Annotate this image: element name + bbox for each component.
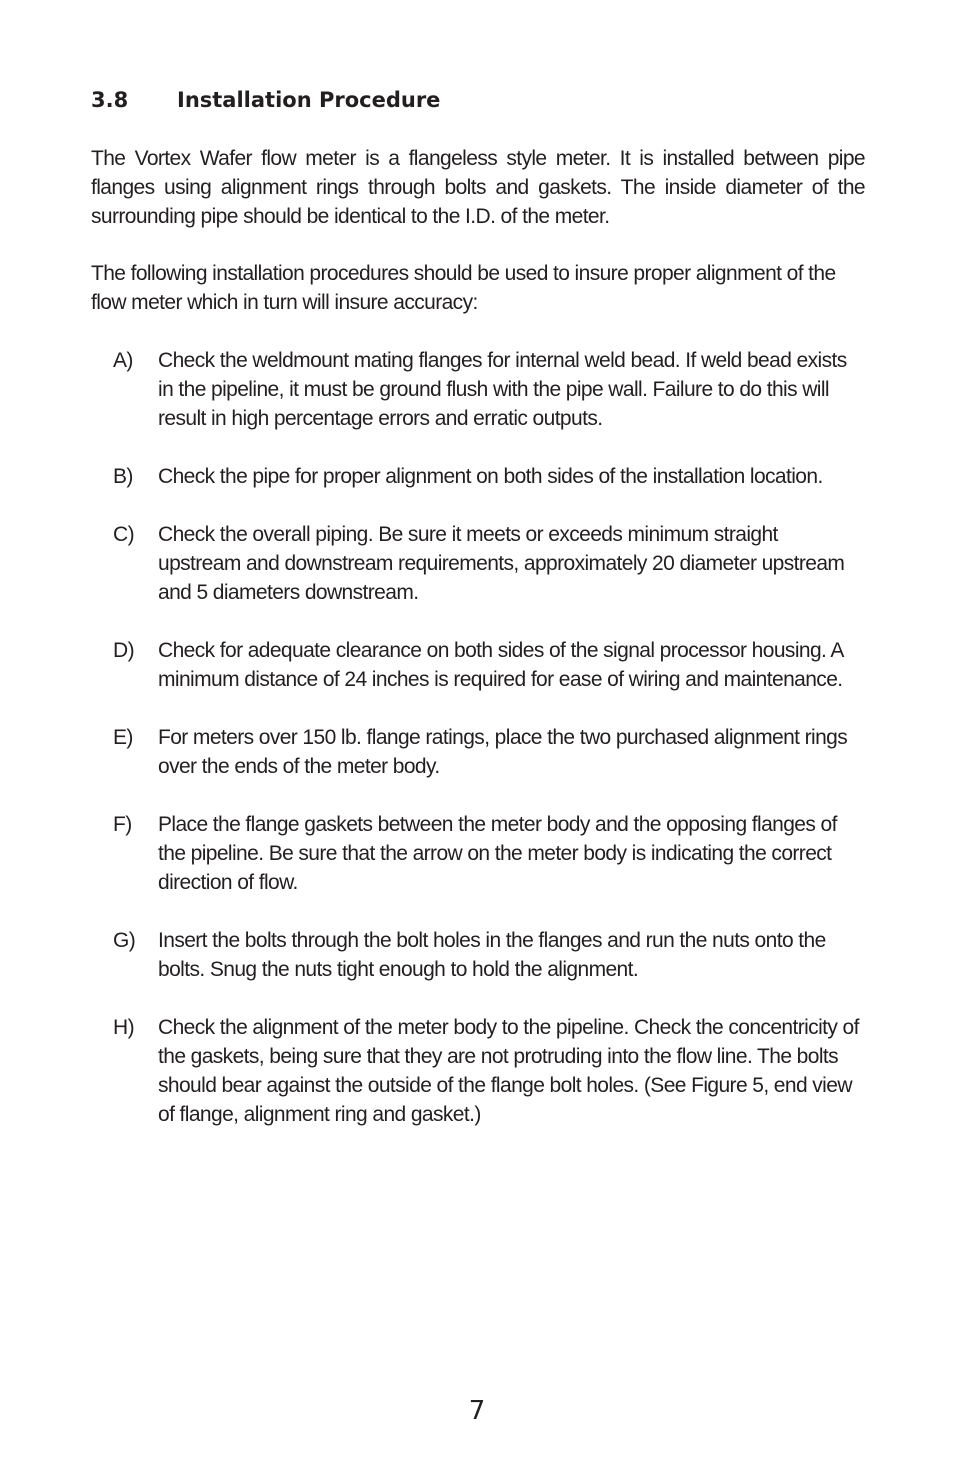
page-number: 7 bbox=[468, 1396, 486, 1426]
step-marker: E) bbox=[113, 726, 133, 749]
step-text: For meters over 150 lb. flange ratings, place the two purchased alignment rings over the ends of the meter body. bbox=[158, 726, 848, 778]
step-text: Check the pipe for proper alignment on both sides of the installation location. bbox=[158, 465, 823, 488]
section-title: Installation Procedure bbox=[177, 88, 441, 112]
step-text: Place the flange gaskets between the meter body and the opposing flanges of the pipeline. Be sure that the arrow on the meter body is indicating the correct direction of flow. bbox=[158, 813, 837, 894]
section-heading bbox=[91, 86, 440, 114]
step-item-a bbox=[113, 346, 865, 433]
procedure-intro-paragraph: The following installation procedures should be used to insure proper alignment of the flow meter which in turn will insure accuracy: bbox=[91, 262, 836, 314]
step-text: Check the overall piping. Be sure it meets or exceeds minimum straight upstream and downstream requirements, approximately 20 diameter upstream and 5 diameters downstream. bbox=[158, 523, 845, 604]
step-marker: A) bbox=[113, 349, 133, 372]
step-item-h bbox=[113, 1013, 865, 1129]
step-item-d bbox=[113, 636, 865, 694]
step-text: Check the alignment of the meter body to the pipeline. Check the concentricity of the gaskets, being sure that they are not protruding into the flow line. The bolts should bear against the outside of the flange bolt holes. (See Figure 5, end view of flange, alignment ring and gasket.) bbox=[158, 1016, 859, 1126]
step-item-b bbox=[113, 462, 865, 491]
step-text: Insert the bolts through the bolt holes in the flanges and run the nuts onto the bolts. Snug the nuts tight enough to hold the alignment. bbox=[158, 929, 826, 981]
step-item-e bbox=[113, 723, 865, 781]
step-text: Check for adequate clearance on both sides of the signal processor housing. A minimum distance of 24 inches is required for ease of wiring and maintenance. bbox=[158, 639, 843, 691]
section-number: 3.8 bbox=[91, 88, 129, 112]
step-marker: H) bbox=[113, 1016, 134, 1039]
step-marker: F) bbox=[113, 813, 132, 836]
step-marker: G) bbox=[113, 929, 136, 952]
step-item-c bbox=[113, 520, 865, 607]
intro-paragraph: The Vortex Wafer flow meter is a flangeless style meter. It is installed between pipe flanges using alignment rings through bolts and gaskets. The inside diameter of the surrounding pipe should be identical to the I.D. of the meter. bbox=[91, 147, 865, 228]
step-item-g bbox=[113, 926, 865, 984]
step-item-f bbox=[113, 810, 865, 897]
step-marker: C) bbox=[113, 523, 134, 546]
step-marker: D) bbox=[113, 639, 134, 662]
step-marker: B) bbox=[113, 465, 133, 488]
installation-steps-list bbox=[113, 346, 865, 1158]
step-text: Check the weldmount mating flanges for internal weld bead. If weld bead exists in the pipeline, it must be ground flush with the pipe wall. Failure to do this will result in high percentage errors and erratic outputs. bbox=[158, 349, 847, 430]
